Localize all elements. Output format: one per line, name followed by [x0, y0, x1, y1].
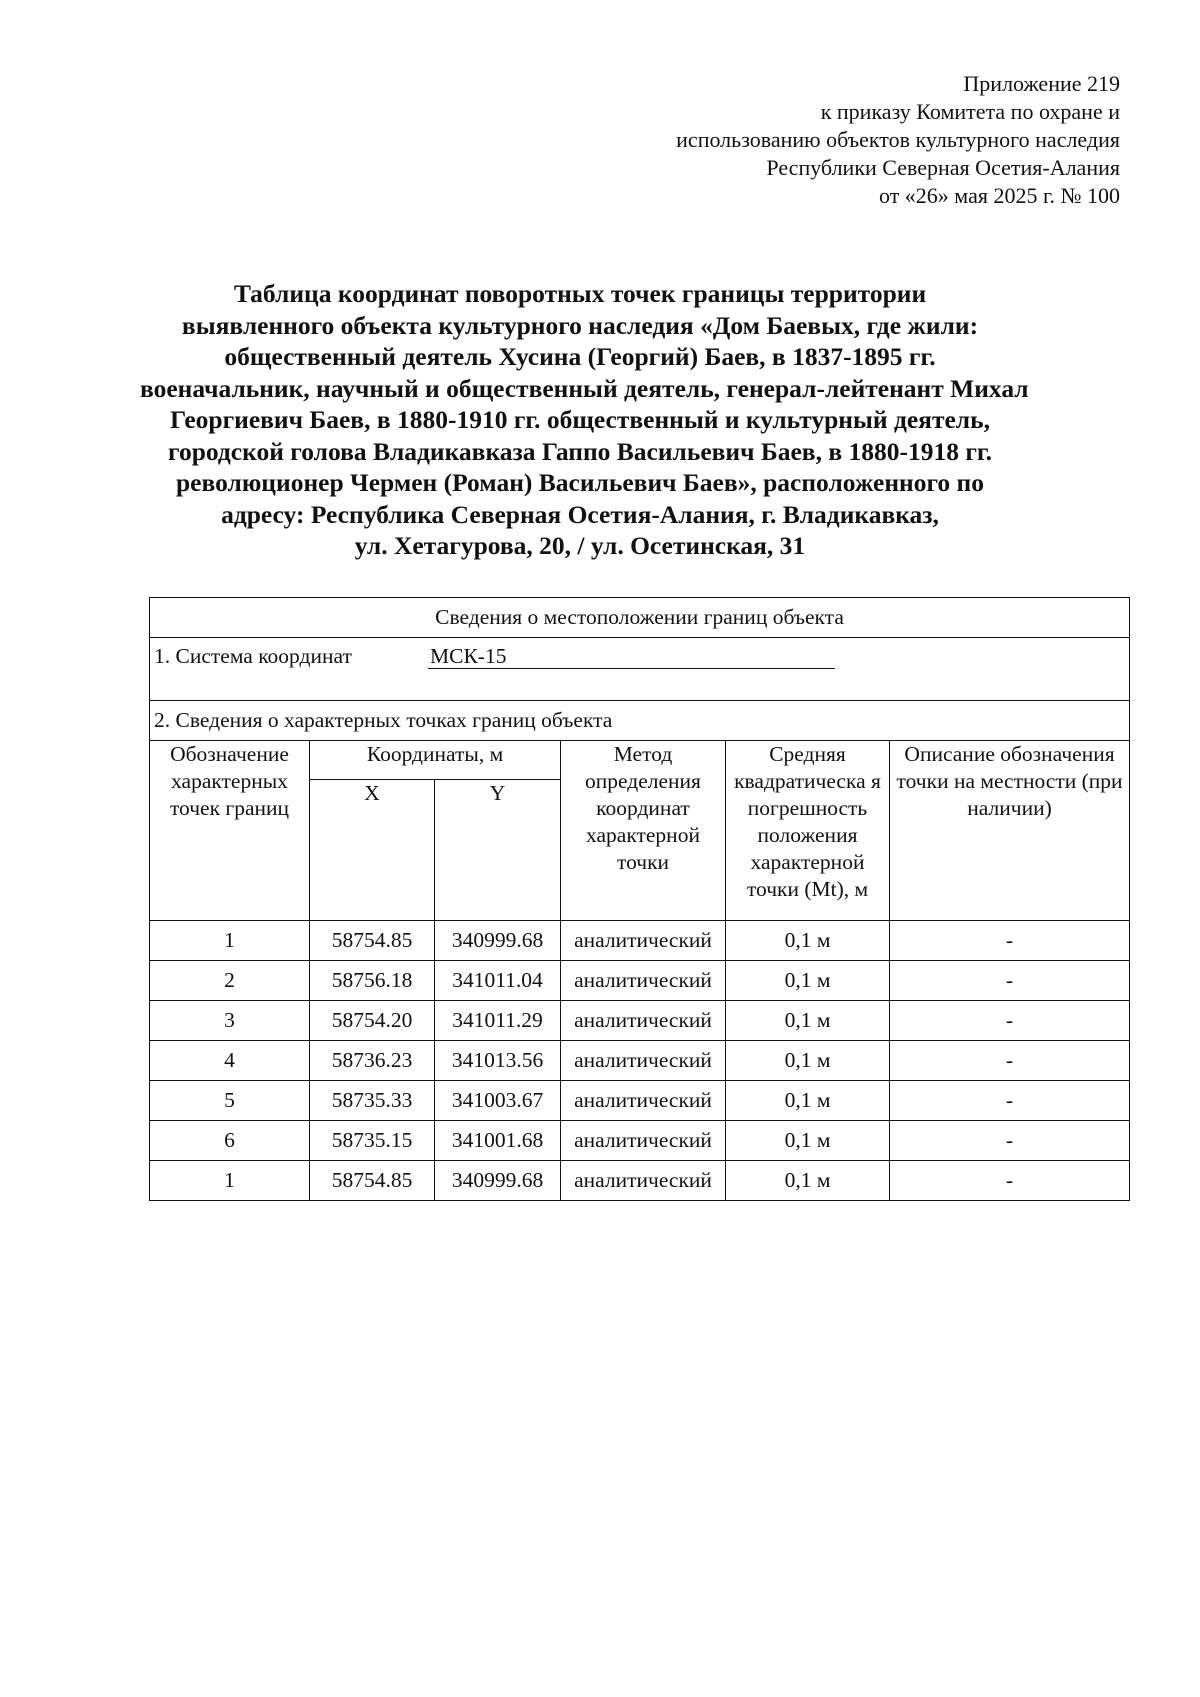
header-y: Y	[435, 780, 561, 921]
coord-system-value: МСК-15	[428, 644, 835, 669]
cell-method: аналитический	[561, 1081, 726, 1121]
appendix-line: использованию объектов культурного наследия	[676, 127, 1120, 152]
table-row	[150, 1081, 1130, 1121]
cell-description: -	[890, 1001, 1130, 1041]
cell-y: 341003.67	[435, 1081, 561, 1121]
cell-point: 5	[150, 1081, 310, 1121]
header-x: X	[310, 780, 435, 921]
appendix-line: от «26» мая 2025 г. № 100	[878, 183, 1120, 208]
cell-method: аналитический	[561, 1001, 726, 1041]
document-title	[140, 278, 1029, 562]
cell-y: 341013.56	[435, 1041, 561, 1081]
cell-x: 58736.23	[310, 1041, 435, 1081]
title-line: Таблица координат поворотных точек границы территории	[233, 279, 927, 308]
title-line: революционер Чермен (Роман) Васильевич Баев», расположенного по	[176, 468, 984, 497]
cell-y: 341001.68	[435, 1121, 561, 1161]
table-row	[150, 1121, 1130, 1161]
cell-y: 341011.29	[435, 1001, 561, 1041]
appendix-header	[676, 70, 1120, 210]
coord-system-label: 1. Система координат	[154, 644, 352, 668]
cell-y: 340999.68	[435, 1161, 561, 1201]
table-row	[150, 961, 1130, 1001]
appendix-line: к приказу Комитета по охране и	[820, 99, 1120, 124]
cell-point: 2	[150, 961, 310, 1001]
cell-description: -	[890, 1041, 1130, 1081]
cell-error: 0,1 м	[726, 1081, 890, 1121]
title-line: ул. Хетагурова, 20, / ул. Осетинская, 31	[354, 531, 806, 560]
cell-point: 4	[150, 1041, 310, 1081]
section-title: Сведения о местоположении границ объекта	[150, 598, 1130, 638]
cell-description: -	[890, 961, 1130, 1001]
title-line: Георгиевич Баев, в 1880-1910 гг. общественный и культурный деятель,	[170, 405, 990, 434]
cell-description: -	[890, 1121, 1130, 1161]
cell-x: 58756.18	[310, 961, 435, 1001]
table-row	[150, 1161, 1130, 1201]
header-description: Описание обозначения точки на местности (при наличии)	[890, 741, 1130, 921]
cell-point: 1	[150, 1161, 310, 1201]
title-line: выявленного объекта культурного наследия «Дом Баевых, где жили:	[181, 310, 979, 340]
header-row	[150, 741, 1130, 780]
cell-method: аналитический	[561, 921, 726, 961]
cell-point: 6	[150, 1121, 310, 1161]
cell-x: 58754.85	[310, 921, 435, 961]
cell-x: 58754.20	[310, 1001, 435, 1041]
cell-error: 0,1 м	[726, 1161, 890, 1201]
cell-error: 0,1 м	[726, 961, 890, 1001]
coord-system-row	[150, 638, 1130, 701]
cell-method: аналитический	[561, 961, 726, 1001]
table-row	[150, 1001, 1130, 1041]
cell-method: аналитический	[561, 1121, 726, 1161]
cell-x: 58754.85	[310, 1161, 435, 1201]
cell-x: 58735.15	[310, 1121, 435, 1161]
cell-x: 58735.33	[310, 1081, 435, 1121]
cell-method: аналитический	[561, 1041, 726, 1081]
table-row	[150, 921, 1130, 961]
header-coordinates: Координаты, м	[310, 741, 561, 780]
title-line: адресу: Республика Северная Осетия-Алания, г. Владикавказ,	[221, 499, 939, 529]
cell-error: 0,1 м	[726, 1121, 890, 1161]
title-line: военачальник, научный и общественный деятель, генерал-лейтенант Михал	[140, 373, 1029, 403]
header-method: Метод определения координат характерной точки	[561, 741, 726, 921]
cell-description: -	[890, 1081, 1130, 1121]
table-row	[150, 1041, 1130, 1081]
coord-system-cell	[150, 638, 1130, 701]
coordinates-table	[149, 597, 1130, 1201]
appendix-line: Республики Северная Осетия-Алания	[766, 155, 1120, 180]
header-designation: Обозначение характерных точек границ	[150, 741, 310, 921]
section-title-row	[150, 598, 1130, 638]
cell-y: 341011.04	[435, 961, 561, 1001]
cell-description: -	[890, 921, 1130, 961]
cell-description: -	[890, 1161, 1130, 1201]
cell-point: 3	[150, 1001, 310, 1041]
title-line: общественный деятель Хусина (Георгий) Баев, в 1837-1895 гг.	[224, 342, 936, 371]
points-section-label: 2. Сведения о характерных точках границ объекта	[150, 701, 1130, 741]
title-line: городской голова Владикавказа Гаппо Васильевич Баев, в 1880-1918 гг.	[168, 436, 992, 466]
cell-error: 0,1 м	[726, 921, 890, 961]
cell-y: 340999.68	[435, 921, 561, 961]
header-error: Средняя квадратическа я погрешность положения характерной точки (Mt), м	[726, 741, 890, 921]
cell-error: 0,1 м	[726, 1001, 890, 1041]
cell-error: 0,1 м	[726, 1041, 890, 1081]
points-section-row	[150, 701, 1130, 741]
cell-method: аналитический	[561, 1161, 726, 1201]
cell-point: 1	[150, 921, 310, 961]
table-body	[150, 921, 1130, 1201]
appendix-line: Приложение 219	[963, 71, 1120, 96]
